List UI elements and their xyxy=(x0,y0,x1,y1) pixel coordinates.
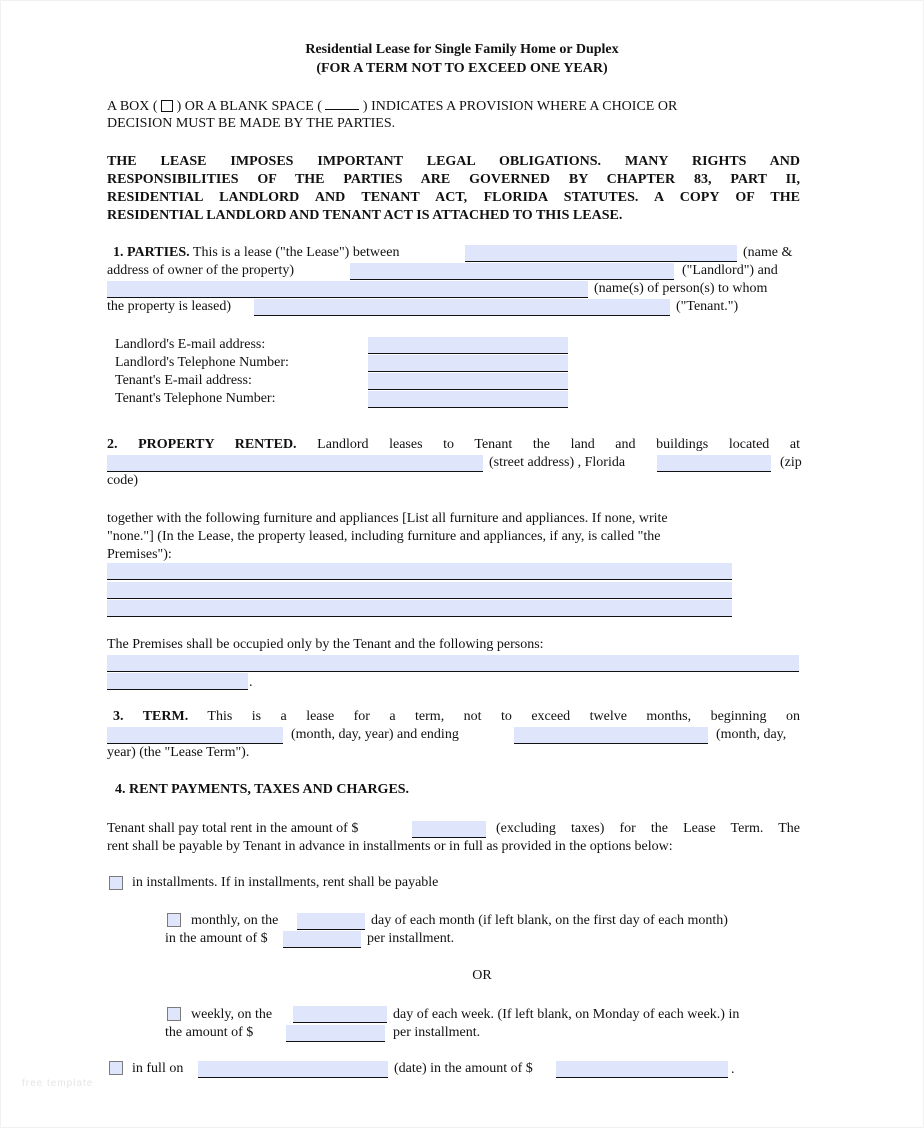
intro-line-2: DECISION MUST BE MADE BY THE PARTIES. xyxy=(107,116,396,131)
furniture-field-1[interactable] xyxy=(107,563,732,580)
zip-label: (zip xyxy=(780,455,802,470)
intro-text-b: ) OR A BLANK SPACE ( xyxy=(176,99,322,114)
monthly-label: monthly, on the xyxy=(191,913,279,928)
tenant-name-field[interactable] xyxy=(107,281,588,298)
tenant-email-label: Tenant's E-mail address: xyxy=(115,373,252,388)
installments-label: in installments. If in installments, rent shall be payable xyxy=(132,875,439,890)
tenant-extra-field[interactable] xyxy=(254,299,670,316)
landlord-label: ("Landlord") and xyxy=(682,263,778,278)
tenant-email-field[interactable] xyxy=(368,373,568,390)
street-address-field[interactable] xyxy=(107,455,483,472)
document-title: Residential Lease for Single Family Home or Duplex xyxy=(305,42,619,57)
monthly-checkbox[interactable] xyxy=(167,913,181,927)
term-end-label: (month, day, xyxy=(716,727,787,742)
furniture-line-2: "none."] (In the Lease, the property leased, including furniture and appliances, if any, is called "the xyxy=(107,529,661,544)
full-payment-amount-label: (date) in the amount of $ xyxy=(394,1061,533,1076)
furniture-field-2[interactable] xyxy=(107,582,732,599)
property-line-1 xyxy=(107,436,800,454)
occupants-field-2[interactable] xyxy=(107,673,248,690)
monthly-day-label: day of each month (if left blank, on the first day of each month) xyxy=(371,913,728,928)
term-heading: 3. TERM. xyxy=(113,709,189,724)
warning-line-4: RESIDENTIAL LANDLORD AND TENANT ACT IS ATTACHED TO THIS LEASE. xyxy=(107,208,623,223)
property-leased-label: the property is leased) xyxy=(107,299,232,314)
landlord-email-label: Landlord's E-mail address: xyxy=(115,337,266,352)
code-label: code) xyxy=(107,473,139,488)
rent-heading: 4. RENT PAYMENTS, TAXES AND CHARGES. xyxy=(115,782,410,797)
landlord-name-field[interactable] xyxy=(465,245,737,262)
term-text: This is a lease for a term, not to exceed twelve months, beginning on xyxy=(207,709,801,724)
occupants-label: The Premises shall be occupied only by the Tenant and the following persons: xyxy=(107,637,544,652)
watermark-text: free template xyxy=(22,1078,94,1089)
monthly-per-installment: per installment. xyxy=(367,931,455,946)
tenant-label: ("Tenant.") xyxy=(676,299,739,314)
or-separator: OR xyxy=(472,968,492,983)
full-payment-label: in full on xyxy=(132,1061,184,1076)
document-subtitle: (FOR A TERM NOT TO EXCEED ONE YEAR) xyxy=(316,61,608,76)
furniture-field-3[interactable] xyxy=(107,600,732,617)
zip-code-field[interactable] xyxy=(657,455,771,472)
tenant-phone-label: Tenant's Telephone Number: xyxy=(115,391,276,406)
weekly-label: weekly, on the xyxy=(191,1007,273,1022)
landlord-address-field[interactable] xyxy=(350,263,674,280)
street-address-label: (street address) , Florida xyxy=(489,455,626,470)
full-payment-date-field[interactable] xyxy=(198,1061,388,1078)
intro-text-a: A BOX ( xyxy=(107,99,158,114)
furniture-line-3: Premises"): xyxy=(107,547,172,562)
monthly-day-field[interactable] xyxy=(297,913,365,930)
rent-excluding-label: (excluding taxes) for the Lease Term. The xyxy=(496,821,800,836)
parties-line-1 xyxy=(113,244,399,262)
monthly-amount-label: in the amount of $ xyxy=(165,931,268,946)
property-text: Landlord leases to Tenant the land and buildings located at xyxy=(317,437,800,452)
checkbox-symbol xyxy=(161,100,173,112)
weekly-day-label: day of each week. (If left blank, on Monday of each week.) in xyxy=(393,1007,740,1022)
term-line-3: year) (the "Lease Term"). xyxy=(107,745,250,760)
full-payment-checkbox[interactable] xyxy=(109,1061,123,1075)
property-heading: 2. PROPERTY RENTED. xyxy=(107,437,297,452)
full-payment-amount-field[interactable] xyxy=(556,1061,728,1078)
occupants-field-1[interactable] xyxy=(107,655,799,672)
installments-checkbox[interactable] xyxy=(109,876,123,890)
warning-line-3: RESIDENTIAL LANDLORD AND TENANT ACT, FLORIDA STATUTES. A COPY OF THE xyxy=(107,190,800,205)
occupants-period: . xyxy=(249,675,253,690)
term-start-field[interactable] xyxy=(107,727,283,744)
parties-heading: 1. PARTIES. xyxy=(113,245,190,260)
term-line-1 xyxy=(113,708,800,726)
weekly-day-field[interactable] xyxy=(293,1006,387,1023)
landlord-email-field[interactable] xyxy=(368,337,568,354)
weekly-amount-field[interactable] xyxy=(286,1025,385,1042)
tenant-phone-field[interactable] xyxy=(368,391,568,408)
warning-line-1: THE LEASE IMPOSES IMPORTANT LEGAL OBLIGATIONS. MANY RIGHTS AND xyxy=(107,154,800,169)
monthly-amount-field[interactable] xyxy=(283,931,361,948)
warning-line-2: RESPONSIBILITIES OF THE PARTIES ARE GOVERNED BY CHAPTER 83, PART II, xyxy=(107,172,800,187)
landlord-phone-label: Landlord's Telephone Number: xyxy=(115,355,289,370)
furniture-line-1: together with the following furniture and appliances [List all furniture and appliances. If none, write xyxy=(107,511,668,526)
rent-payable-text: rent shall be payable by Tenant in advance in installments or in full as provided in the options below: xyxy=(107,839,673,854)
landlord-phone-field[interactable] xyxy=(368,355,568,372)
rent-amount-field[interactable] xyxy=(412,821,486,838)
parties-address-label: address of owner of the property) xyxy=(107,263,294,278)
intro-line-1 xyxy=(107,97,677,116)
intro-text-c: ) INDICATES A PROVISION WHERE A CHOICE OR xyxy=(362,99,678,114)
weekly-checkbox[interactable] xyxy=(167,1007,181,1021)
weekly-per-installment: per installment. xyxy=(393,1025,481,1040)
term-end-field[interactable] xyxy=(514,727,708,744)
rent-amount-label: Tenant shall pay total rent in the amount of $ xyxy=(107,821,359,836)
blank-symbol xyxy=(325,97,359,110)
full-payment-period: . xyxy=(731,1062,735,1077)
weekly-amount-label: the amount of $ xyxy=(165,1025,254,1040)
parties-name-label: (name & xyxy=(743,245,793,260)
parties-text: This is a lease ("the Lease") between xyxy=(192,245,400,260)
term-start-label: (month, day, year) and ending xyxy=(291,727,459,742)
tenant-name-label: (name(s) of person(s) to whom xyxy=(594,281,768,296)
